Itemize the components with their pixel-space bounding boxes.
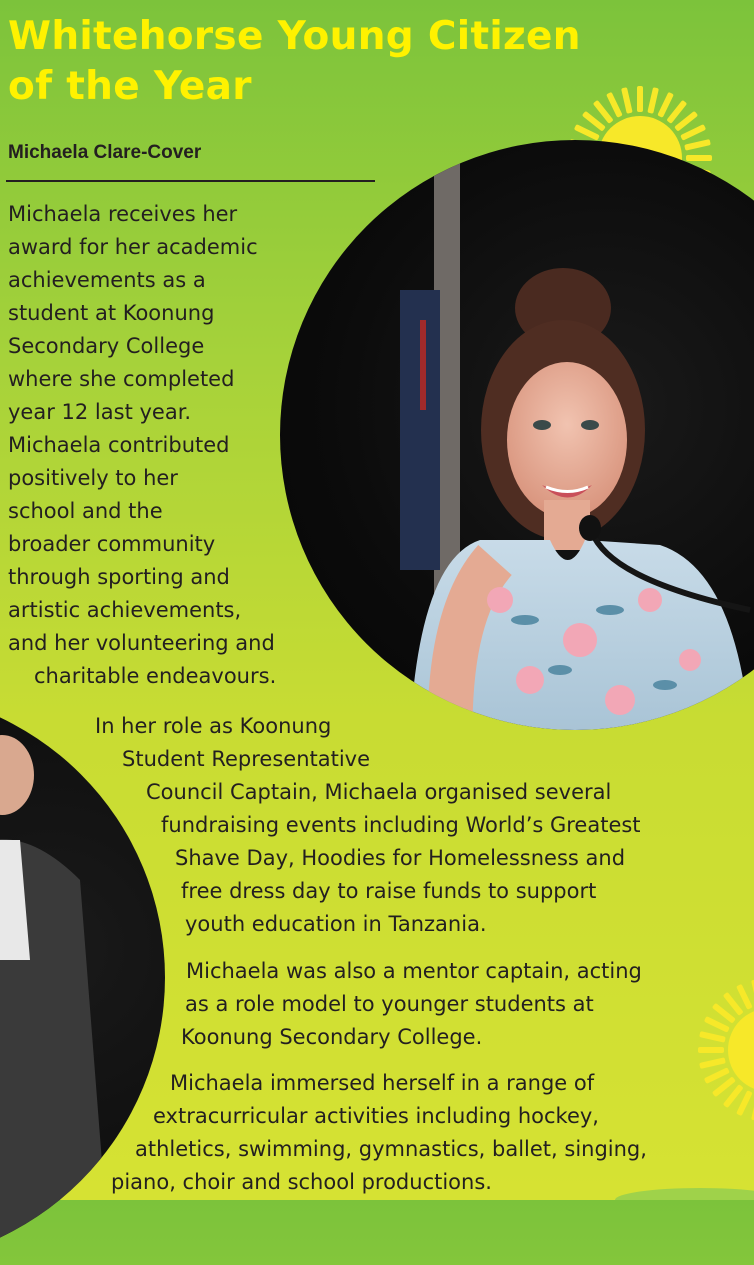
- title-line-2: of the Year: [8, 64, 252, 109]
- page-title: [8, 12, 581, 112]
- text-line: award for her academic: [8, 235, 258, 259]
- text-line: Michaela was also a mentor captain, acting: [186, 959, 642, 983]
- text-line: youth education in Tanzania.: [185, 912, 487, 936]
- text-line: and her volunteering and: [8, 631, 275, 655]
- sun-graphic-bottom: [690, 970, 754, 1130]
- photo-illustration: [280, 140, 754, 730]
- photo-michaela: [280, 140, 754, 730]
- paragraph-4: [0, 1067, 647, 1199]
- byline: Michaela Clare-Cover: [8, 142, 202, 163]
- title-line-1: Whitehorse Young Citizen: [8, 14, 581, 59]
- text-line: Shave Day, Hoodies for Homelessness and: [175, 846, 626, 870]
- text-line: In her role as Koonung: [95, 714, 332, 738]
- text-line: free dress day to raise funds to support: [181, 879, 597, 903]
- text-line: broader community: [8, 532, 216, 556]
- text-line: Student Representative: [122, 747, 371, 771]
- text-line: Koonung Secondary College.: [181, 1025, 483, 1049]
- text-line: where she completed: [8, 367, 235, 391]
- text-line: as a role model to younger students at: [185, 992, 594, 1016]
- text-line: student at Koonung: [8, 301, 215, 325]
- text-line: artistic achievements,: [8, 598, 242, 622]
- text-line: Michaela immersed herself in a range of: [170, 1071, 595, 1095]
- text-line: positively to her: [8, 466, 178, 490]
- paragraph-1: [8, 198, 276, 693]
- text-line: extracurricular activities including hockey,: [153, 1104, 599, 1128]
- text-line: school and the: [8, 499, 163, 523]
- text-line: Council Captain, Michaela organised several: [146, 780, 612, 804]
- text-line: Secondary College: [8, 334, 205, 358]
- text-line: athletics, swimming, gymnastics, ballet, singing,: [135, 1137, 647, 1161]
- text-line: piano, choir and school productions.: [111, 1170, 492, 1194]
- divider: [6, 180, 375, 182]
- paragraph-2: [0, 710, 641, 941]
- text-line: fundraising events including World’s Greatest: [161, 813, 641, 837]
- text-line: charitable endeavours.: [34, 664, 277, 688]
- text-line: achievements as a: [8, 268, 206, 292]
- paragraph-3: [0, 955, 642, 1054]
- text-line: year 12 last year.: [8, 400, 192, 424]
- text-line: Michaela contributed: [8, 433, 230, 457]
- text-line: Michaela receives her: [8, 202, 238, 226]
- text-line: through sporting and: [8, 565, 230, 589]
